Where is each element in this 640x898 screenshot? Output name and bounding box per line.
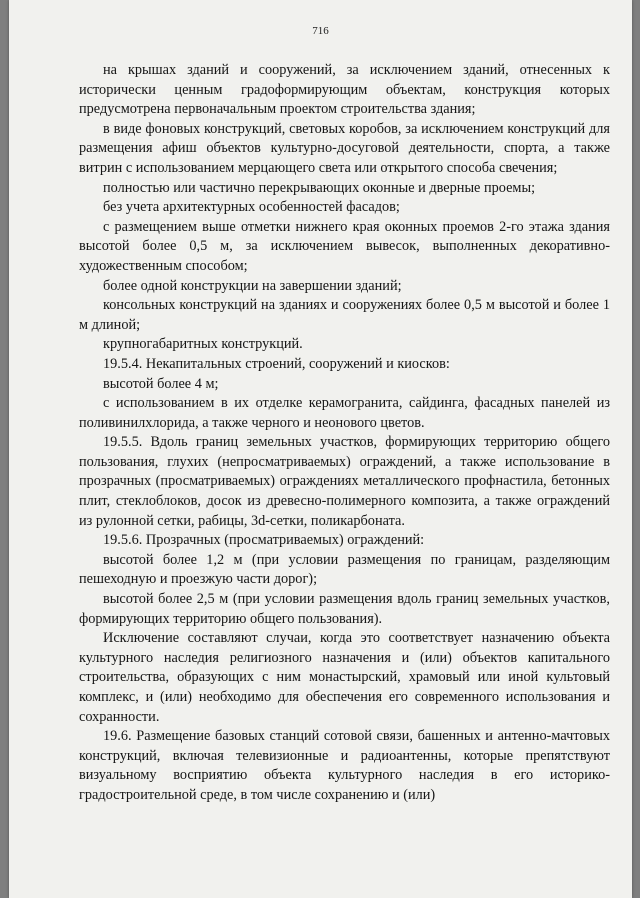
- paragraph: с размещением выше отметки нижнего края оконных проемов 2-го этажа здания высотой более 0,5 м, за исключением вывесок, выполненных декоративно-художественным способом;: [79, 218, 610, 274]
- paragraph: высотой более 4 м;: [103, 375, 219, 392]
- paragraph: высотой более 1,2 м (при условии размещения по границам, разделяющим пешеходную и проезжую части дорог);: [79, 551, 610, 588]
- document-page: [9, 0, 632, 898]
- section-heading: 19.5.4. Некапитальных строений, сооружений и киосков:: [103, 355, 450, 372]
- paragraph: крупногабаритных конструкций.: [103, 336, 303, 353]
- page-number: 716: [312, 25, 329, 37]
- paragraph: с использованием в их отделке керамогранита, сайдинга, фасадных панелей из поливинилхлорида, а также черного и неонового цветов.: [79, 395, 610, 431]
- paragraph: на крышах зданий и сооружений, за исключением зданий, отнесенных к исторически ценным градоформирующим объектам, конструкция которых предусмотрена первоначальным проектом строительства здания;: [79, 62, 610, 118]
- paragraph: полностью или частично перекрывающих оконные и дверные проемы;: [103, 179, 536, 196]
- section-paragraph: 19.5.5. Вдоль границ земельных участков, формирующих территорию общего пользования, глухих (непросматриваемых) ограждений, а также использование в прозрачных (просматриваемых) ограждениях металлического профнастила, бетонных плит, стеклоблоков, досок из древесно-полимерного композита, а также ограждений из рулонной сетки, рабицы, 3d-сетки, поликарбоната.: [79, 434, 610, 529]
- document-body: [79, 61, 610, 806]
- paragraph: Исключение составляют случаи, когда это соответствует назначению объекта культурного наследия религиозного назначения и (или) объектов капитального строительства, образующих с ним монастырский, храмовый или иной культовый комплекс, и (или) необходимо для обеспечения его современного использования и сохранности.: [79, 630, 610, 725]
- paragraph: консольных конструкций на зданиях и сооружениях более 0,5 м высотой и более 1 м длиной;: [79, 297, 610, 333]
- paragraph: без учета архитектурных особенностей фасадов;: [103, 199, 400, 216]
- paragraph: более одной конструкции на завершении зданий;: [103, 277, 402, 294]
- section-paragraph: 19.6. Размещение базовых станций сотовой связи, башенных и антенно-мачтовых конструкций, включая телевизионные и радиоантенны, которые препятствуют визуальному восприятию объекта культурного наследия в его историко-градостроительной среде, в том числе сохранению и (или): [79, 728, 610, 803]
- paragraph: высотой более 2,5 м (при условии размещения вдоль границ земельных участков, формирующих территорию общего пользования).: [79, 591, 610, 627]
- paragraph: в виде фоновых конструкций, световых коробов, за исключением конструкций для размещения афиш объектов культурно-досуговой деятельности, спорта, а также витрин с использованием мерцающего света или открытого способа свечения;: [79, 120, 610, 176]
- section-heading: 19.5.6. Прозрачных (просматриваемых) ограждений:: [103, 532, 425, 549]
